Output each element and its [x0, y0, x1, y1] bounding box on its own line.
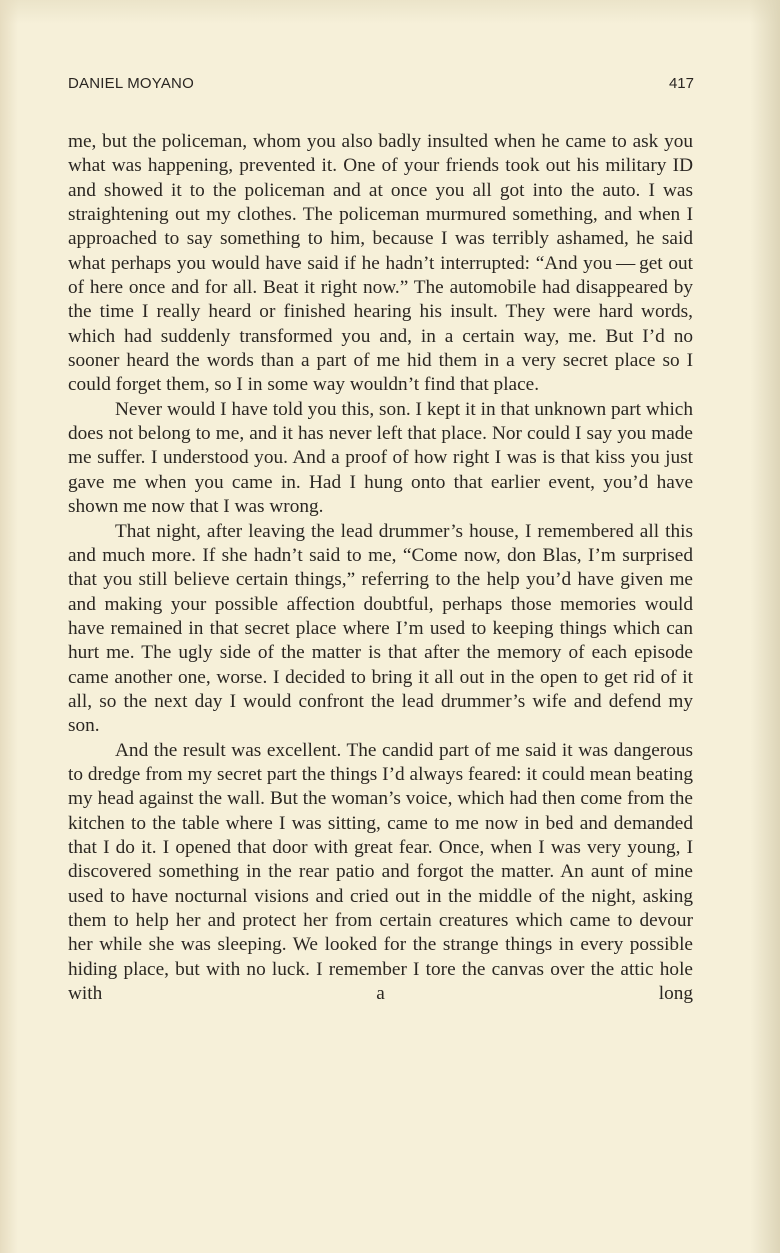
page-header [68, 75, 694, 97]
paragraph-3: That night, after leaving the lead drummer’s house, I remembered all this and much more. If she hadn’t said to me, “Come now, don Blas, I’m surprised that you still believe certain things,” referring to the help you’d have given me and making your possible affection doubtful, perhaps those memories would have remained in that secret place where I’m used to keeping things which can hurt me. The ugly side of the matter is that after the memory of each episode came another one, worse. I decided to bring it all out in the open to get rid of it all, so the next day I would confront the lead drummer’s wife and defend my son. [68, 520, 693, 737]
paragraph-4: And the result was excellent. The candid part of me said it was dangerous to dredge from my secret part the things I’d always feared: it could mean beating my head against the wall. But the woman’s voice, which had then come from the kitchen to the table where I was sitting, came to me now in bed and demanded that I do it. I opened that door with great fear. Once, when I was very young, I discovered something in the rear patio and forgot the matter. An aunt of mine used to have nocturnal visions and cried out in the middle of the night, asking them to help her and protect her from certain creatures which came to devour her while she was sleeping. We looked for the strange things in every possible hiding place, but with no luck. I remember I tore the canvas over the attic hole with a long [68, 739, 693, 1005]
paragraph-1: me, but the policeman, whom you also badly insulted when he came to ask you what was happening, prevented it. One of your friends took out his military ID and showed it to the policeman and at once you all got into the auto. I was straightening out my clothes. The policeman murmured something, and when I approached to say something to him, because I was terribly ashamed, he said what perhaps you would have said if he hadn’t interrupted: “And you — get out of here once and for all. Beat it right now.” The automobile had disappeared by the time I really heard or finished hearing his insult. They were hard words, which had suddenly transformed you and, in a certain way, me. But I’d no sooner heard the words than a part of me hid them in a very secret place so I could forget them, so I in some way wouldn’t find that place. [68, 131, 693, 396]
body-text [68, 130, 693, 1006]
running-head: DANIEL MOYANO [68, 75, 194, 92]
page-edge-top [0, 0, 780, 24]
paragraph-2: Never would I have told you this, son. I kept it in that unknown part which does not belong to me, and it has never left that place. Nor could I say you made me suffer. I understood you. And a proof of how right I was is that kiss you just gave me when you came in. Had I hung onto that earlier event, you’d have shown me now that I was wrong. [68, 398, 693, 518]
page-edge-shadow [750, 0, 780, 1253]
page-number: 417 [668, 75, 694, 92]
page-gutter-shadow [0, 0, 18, 1253]
